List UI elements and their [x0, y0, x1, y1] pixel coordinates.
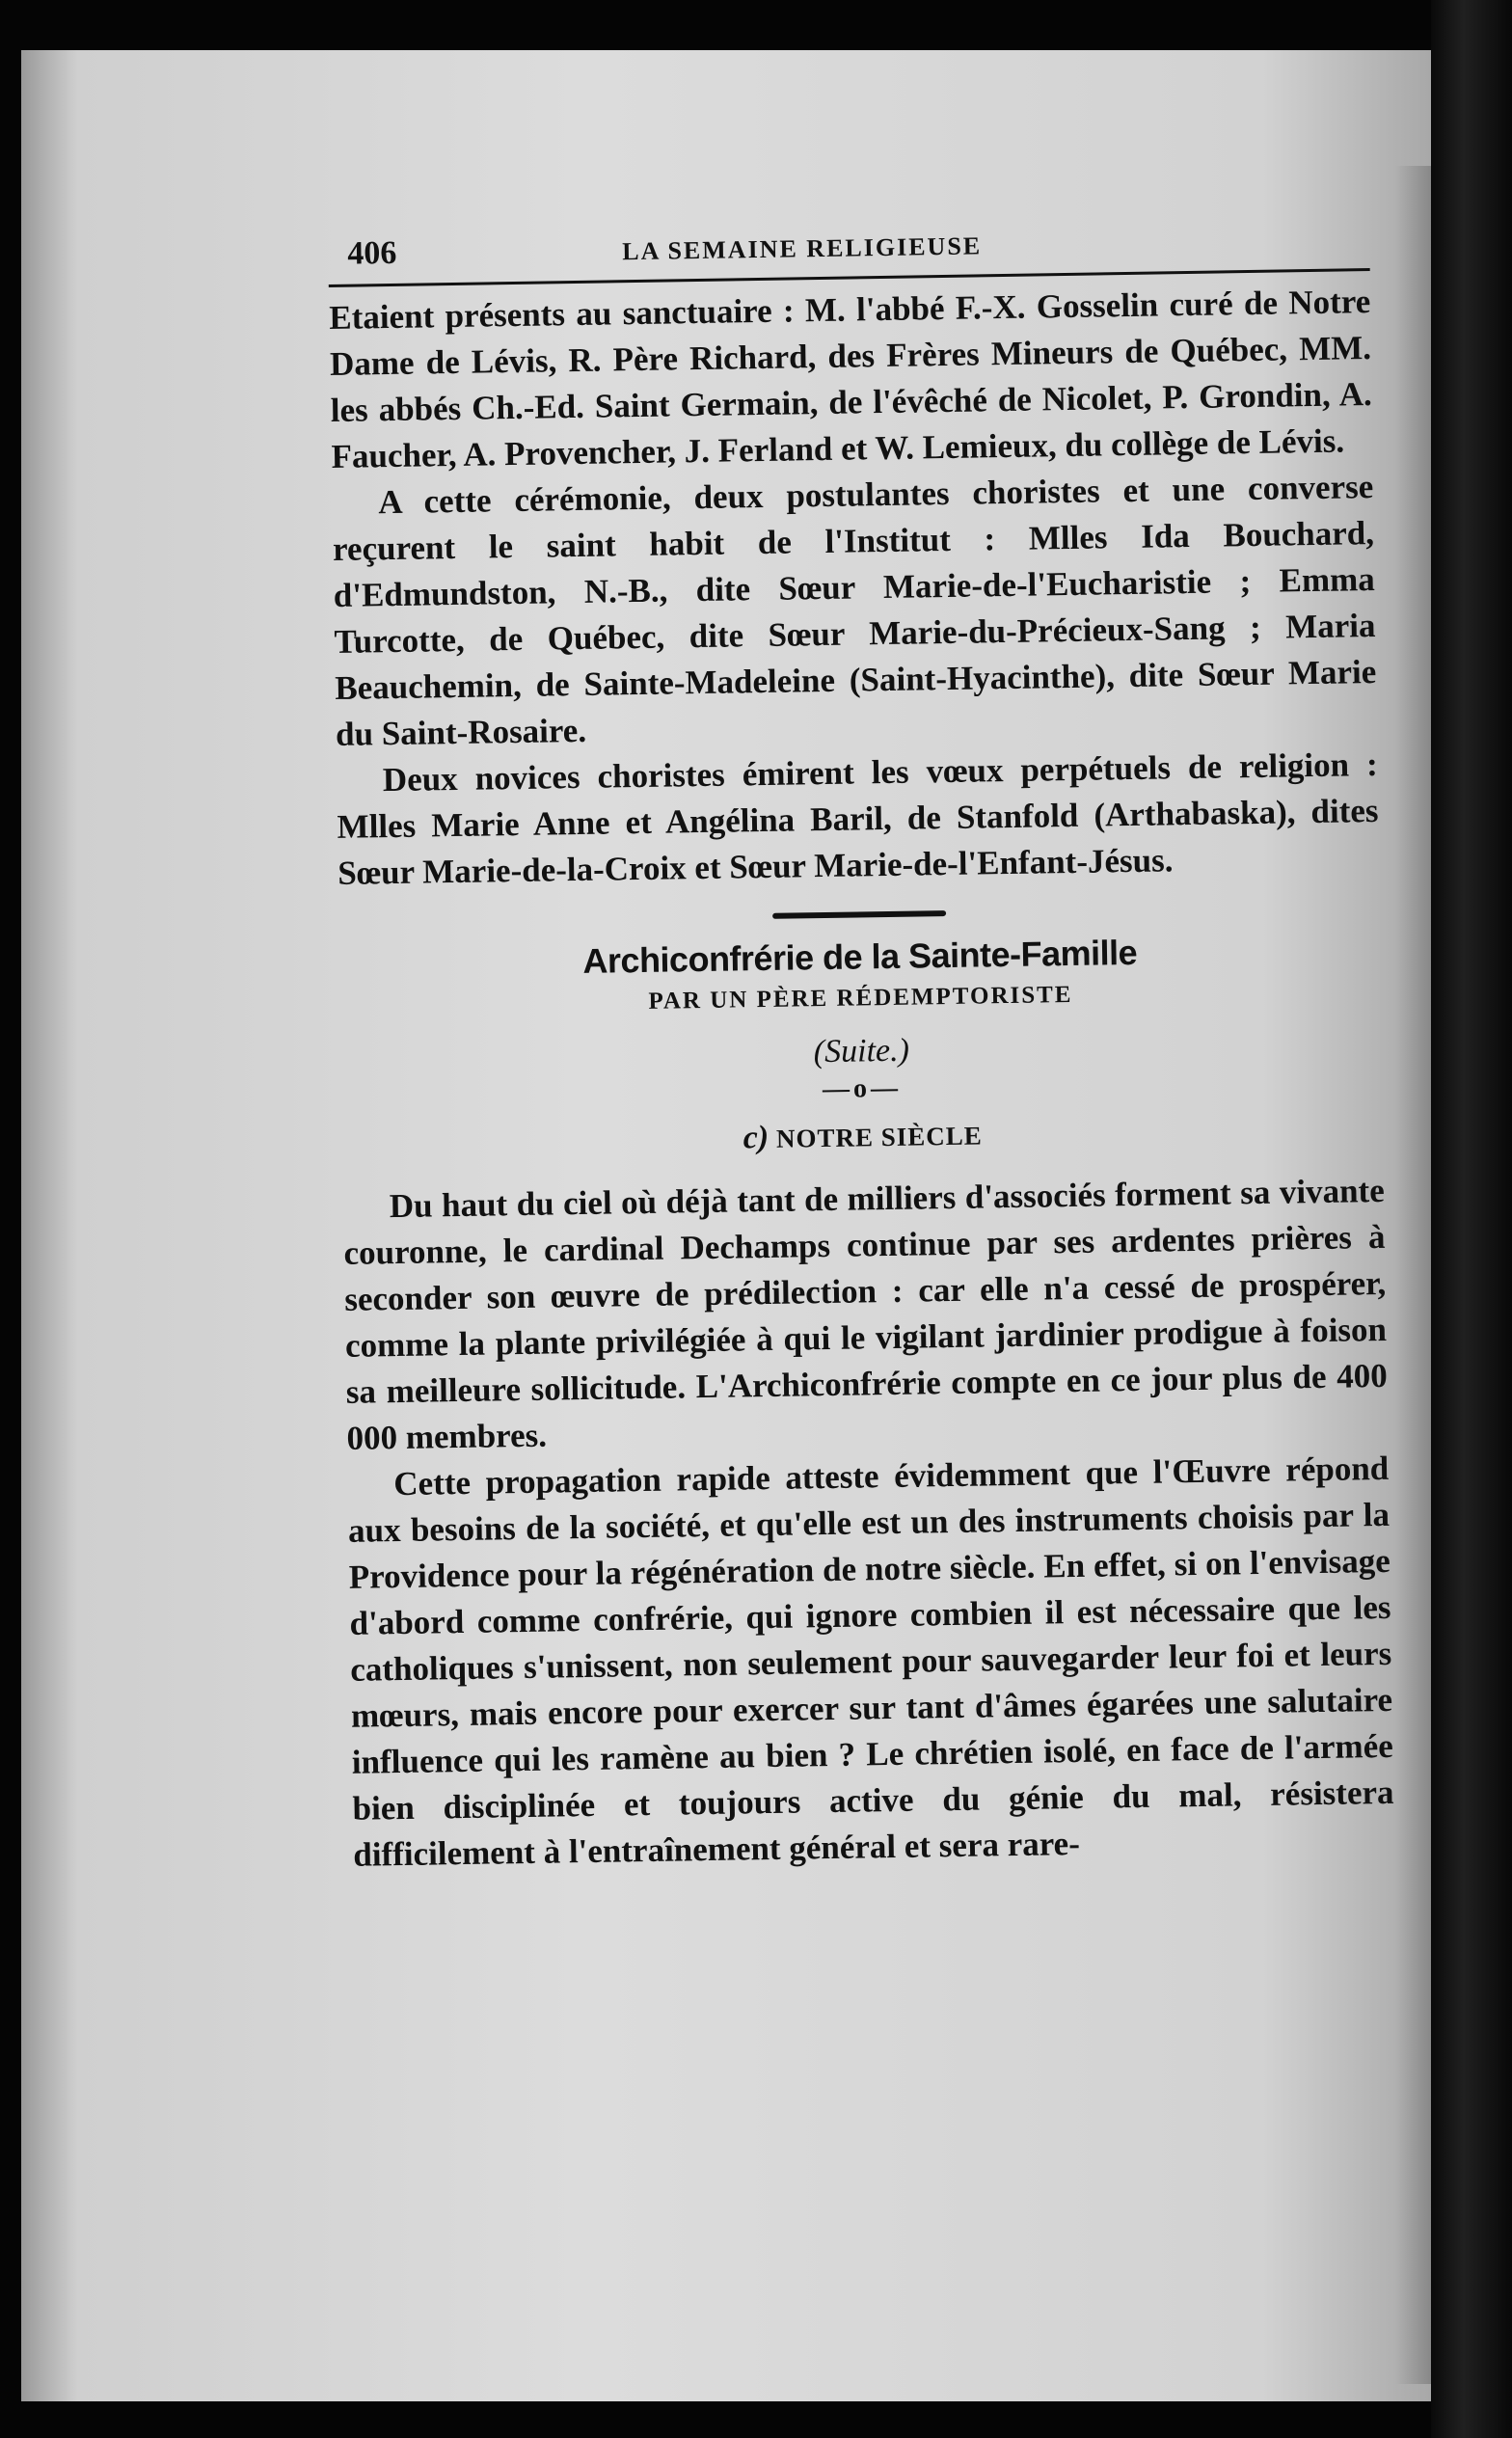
section-title: Archiconfrérie de la Sainte-Famille: [582, 932, 1138, 981]
paragraph-attendees: Etaient présents au sanctuaire : M. l'abbé F.-X. Gosselin curé de Notre Dame de Lévis, R. Père Richard, des Frères Mineurs de Québec, MM. les abbés Ch.-Ed. Saint Germain, de l'évêché de Nicolet, P. Grondin, A. Faucher, A. Provencher, J. Ferland et W. Lemieux, du collège de Lévis.: [329, 283, 1373, 475]
subheading-number: c): [742, 1119, 770, 1156]
paragraph-propagation: Cette propagation rapide atteste évidemment que l'Œuvre répond aux besoins de la société, et qu'elle est un des instruments choisis par la Providence pour la régénération de notre siècle. En effet, si on l'envisage d'abord comme confrérie, qui ignore combien il est nécessaire que les catholiques s'unissent, non seulement pour sauvegarder leur foi et leurs mœurs, mais encore pour exercer sur tant d'âmes égarées une salutaire influence qui les ramène au bien ? Le chrétien isolé, en face de l'armée bien disciplinée et toujours active du génie du mal, résistera difficilement à l'entraînement général et sera rare-: [347, 1449, 1394, 1874]
small-separator: —o—: [822, 1072, 903, 1105]
paragraph-vows: Deux novices choristes émirent les vœux perpétuels de religion : Mlles Marie Anne et Angélina Baril, de Stanfold (Arthabaska), dites Sœur Marie-de-la-Croix et Sœur Marie-de-l'Enfant-Jésus.: [337, 745, 1379, 892]
book-spine: [1431, 0, 1512, 2438]
page-shadow: [1395, 166, 1431, 2384]
journal-title: LA SEMAINE RELIGIEUSE: [622, 231, 983, 266]
section-author: PAR UN PÈRE RÉDEMPTORISTE: [648, 981, 1073, 1015]
continued-label: (Suite.): [813, 1032, 910, 1070]
paragraph-ceremony: A cette cérémonie, deux postulantes choristes et une converse reçurent le saint habit de l'Institut : Mlles Ida Bouchard, d'Edmundston, N.-B., dite Sœur Marie-de-l'Eucharistie ; Emma Turcotte, de Québec, dite Sœur Marie-du-Précieux-Sang ; Maria Beauchemin, de Sainte-Madeleine (Saint-Hyacinthe), dite Sœur Marie du Saint-Rosaire.: [332, 468, 1377, 753]
page-number: 406: [346, 234, 397, 272]
paragraph-cardinal: Du haut du ciel où déjà tant de milliers d'associés forment sa vivante couronne, le cardinal Dechamps continue par ses ardentes prières à seconder son œuvre de prédilection : car elle n'a cessé de prospérer, comme la plante privilégiée à qui le vigilant jardinier prodigue à foison sa meilleure sollicitude. L'Archiconfrérie compte en ce jour plus de 400 000 membres.: [343, 1171, 1388, 1457]
subheading: [341, 1110, 1383, 1163]
subheading-text: NOTRE SIÈCLE: [775, 1121, 983, 1153]
section-separator: [772, 910, 946, 919]
page-content: [328, 220, 1395, 1879]
